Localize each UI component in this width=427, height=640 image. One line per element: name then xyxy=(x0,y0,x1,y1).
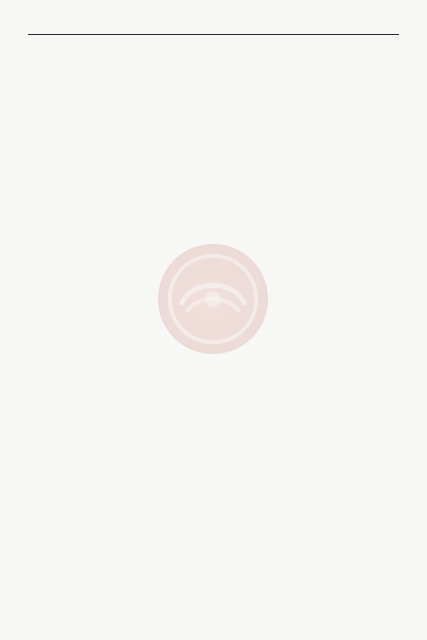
text-content xyxy=(28,44,399,616)
top-rule xyxy=(28,34,399,35)
